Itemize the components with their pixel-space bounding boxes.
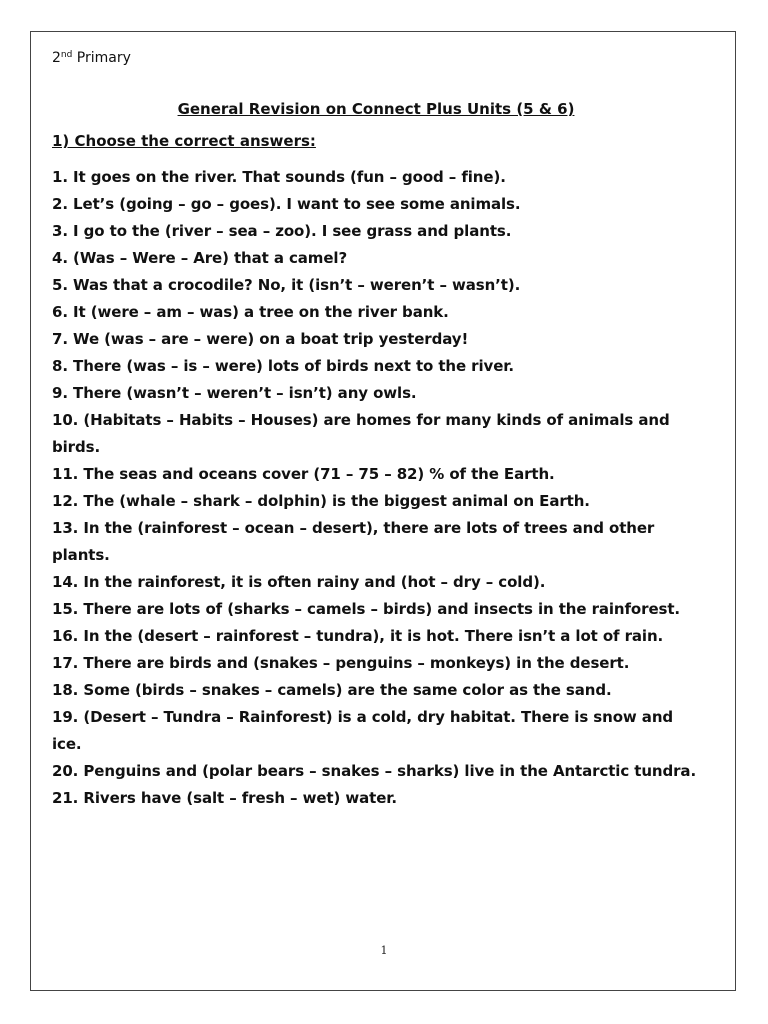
question-item: 16. In the (desert – rainforest – tundra), it is hot. There isn’t a lot of rain.: [52, 627, 664, 645]
question-item: 1. It goes on the river. That sounds (fun – good – fine).: [52, 168, 506, 186]
question-item: 21. Rivers have (salt – fresh – wet) water.: [52, 789, 398, 807]
page-number: 1: [380, 944, 388, 957]
question-item: 10. (Habitats – Habits – Houses) are homes for many kinds of animals and birds.: [52, 411, 670, 456]
question-item: 4. (Was – Were – Are) that a camel?: [52, 249, 348, 267]
question-item: 12. The (whale – shark – dolphin) is the biggest animal on Earth.: [52, 492, 590, 510]
grade-text: Primary: [76, 50, 131, 66]
question-item: 5. Was that a crocodile? No, it (isn’t – weren’t – wasn’t).: [52, 276, 521, 294]
question-item: 13. In the (rainforest – ocean – desert), there are lots of trees and other plants.: [52, 519, 655, 564]
section-heading: 1) Choose the correct answers:: [52, 132, 316, 150]
question-item: 17. There are birds and (snakes – penguins – monkeys) in the desert.: [52, 654, 630, 672]
question-item: 6. It (were – am – was) a tree on the river bank.: [52, 303, 449, 321]
question-item: 2. Let’s (going – go – goes). I want to see some animals.: [52, 195, 521, 213]
question-item: 3. I go to the (river – sea – zoo). I see grass and plants.: [52, 222, 512, 240]
question-item: 14. In the rainforest, it is often rainy and (hot – dry – cold).: [52, 573, 546, 591]
grade-label: [52, 50, 700, 86]
grade-number: 2: [52, 50, 61, 66]
question-item: 7. We (was – are – were) on a boat trip yesterday!: [52, 330, 469, 348]
question-item: 15. There are lots of (sharks – camels – birds) and insects in the rainforest.: [52, 600, 681, 618]
question-item: 11. The seas and oceans cover (71 – 75 – 82) % of the Earth.: [52, 465, 555, 483]
question-item: 18. Some (birds – snakes – camels) are the same color as the sand.: [52, 681, 612, 699]
grade-suffix: nd: [60, 50, 73, 60]
question-list: [52, 164, 700, 812]
worksheet-title: General Revision on Connect Plus Units (5 & 6): [177, 100, 575, 118]
question-item: 8. There (was – is – were) lots of birds next to the river.: [52, 357, 515, 375]
question-item: 9. There (wasn’t – weren’t – isn’t) any owls.: [52, 384, 417, 402]
worksheet-content: [52, 48, 700, 812]
question-item: 20. Penguins and (polar bears – snakes – sharks) live in the Antarctic tundra.: [52, 762, 697, 780]
question-item: 19. (Desert – Tundra – Rainforest) is a cold, dry habitat. There is snow and ice.: [52, 708, 674, 753]
